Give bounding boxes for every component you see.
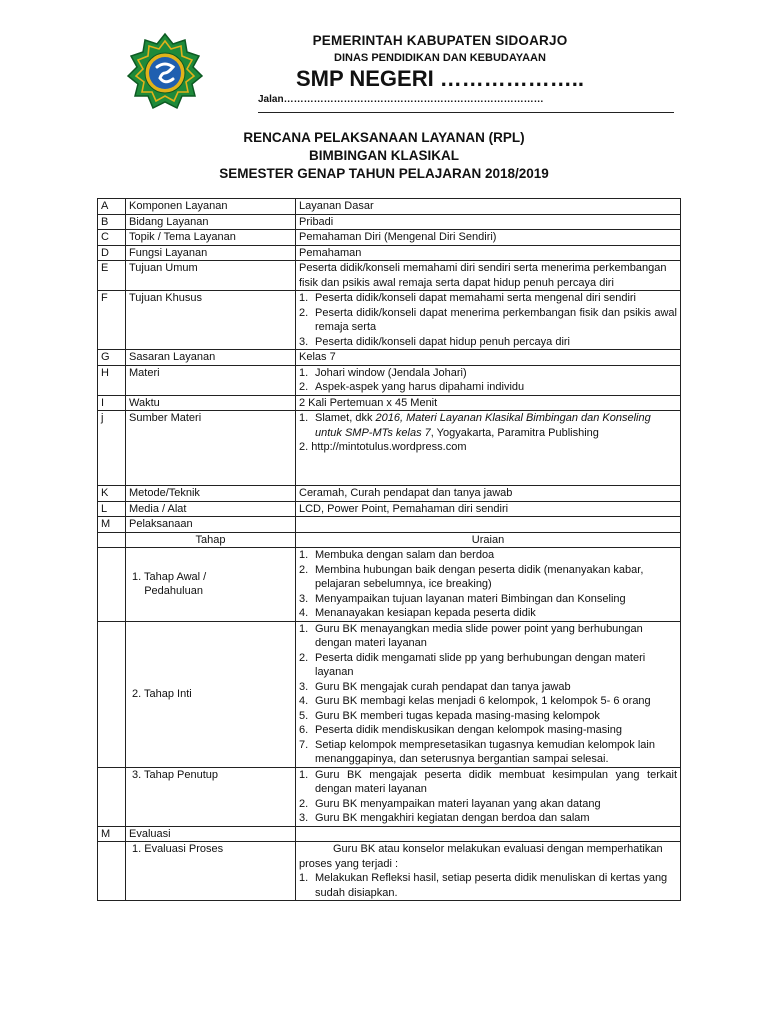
- row-media: [98, 501, 681, 517]
- list-item: 4. Menanayakan kesiapan kepada peserta didik: [299, 607, 536, 619]
- row-code: C: [98, 230, 126, 246]
- pelaksanaan-header-row: [98, 532, 681, 548]
- evaluasi-proses-row: [98, 842, 681, 901]
- row-label: Metode/Teknik: [126, 486, 296, 502]
- row-value: [296, 411, 681, 486]
- tahap-penutup-row: [98, 767, 681, 826]
- row-label: Tujuan Umum: [126, 261, 296, 291]
- evaluasi-list: [299, 871, 677, 900]
- doc-semester: SEMESTER GENAP TAHUN PELAJARAN 2018/2019: [219, 166, 549, 181]
- row-label: Komponen Layanan: [126, 199, 296, 215]
- row-sasaran: [98, 350, 681, 366]
- row-code: j: [98, 411, 126, 486]
- row-sumber: [98, 411, 681, 486]
- list-item: 3. Menyampaikan tujuan layanan materi Bimbingan dan Konseling: [299, 592, 626, 605]
- list-item: 1. Membuka dengan salam dan berdoa: [299, 549, 495, 561]
- row-value: Layanan Dasar: [296, 199, 681, 215]
- tujuan-khusus-list: [299, 291, 677, 349]
- row-value: [296, 517, 681, 533]
- materi-list: [299, 366, 677, 395]
- list-item: 3. Guru BK mengajak curah pendapat dan tanya jawab: [299, 680, 571, 693]
- kop-pemerintah: PEMERINTAH KABUPATEN SIDOARJO: [312, 33, 568, 48]
- row-evaluasi: [98, 826, 681, 842]
- list-item: 1. Melakukan Refleksi hasil, setiap peserta didik menuliskan di kertas yang sudah disiapkan.: [299, 872, 668, 899]
- doc-title: RENCANA PELAKSANAAN LAYANAN (RPL): [243, 130, 525, 145]
- row-label: Media / Alat: [126, 501, 296, 517]
- list-item: 1. Guru BK mengajak peserta didik membuat kesimpulan yang terkait dengan materi layanan: [299, 768, 677, 795]
- col-header-tahap: Tahap: [126, 532, 296, 548]
- row-label: Sumber Materi: [126, 411, 296, 486]
- row-code: G: [98, 350, 126, 366]
- row-label: Materi: [126, 365, 296, 395]
- kop-school-name: SMP NEGERI ………………..: [295, 66, 585, 91]
- row-code: L: [98, 501, 126, 517]
- row-metode: [98, 486, 681, 502]
- row-code: H: [98, 365, 126, 395]
- sumber-item-1: 1. Slamet, dkk 2016, Materi Layanan Klasikal Bimbingan dan Konseling untuk SMP-MTs kelas 7, Yogyakarta, Paramitra Publishing: [299, 412, 651, 439]
- list-item: 2. Aspek-aspek yang harus dipahami individu: [299, 381, 525, 393]
- row-value: [296, 291, 681, 350]
- row-label: Tujuan Khusus: [126, 291, 296, 350]
- row-fungsi: [98, 245, 681, 261]
- row-code: B: [98, 214, 126, 230]
- list-item: 6. Peserta didik mendiskusikan dengan kelompok masing-masing: [299, 724, 622, 736]
- tahap-awal-list: [299, 548, 677, 621]
- row-value: Kelas 7: [296, 350, 681, 366]
- row-value: Pribadi: [296, 214, 681, 230]
- row-code: I: [98, 395, 126, 411]
- list-item: 2. Peserta didik/konseli dapat menerima perkembangan fisik dan psikis awal remaja serta: [299, 306, 677, 333]
- sidoarjo-emblem-icon: [124, 32, 206, 114]
- list-item: 3. Guru BK mengakhiri kegiatan dengan berdoa dan salam: [299, 812, 590, 824]
- row-code: F: [98, 291, 126, 350]
- row-value: Peserta didik/konseli memahami diri sendiri serta menerima perkembangan fisik dan psikis awal remaja serta dapat hidup penuh percaya diri: [296, 261, 681, 291]
- sumber-item-2: 2. http://mintotulus.wordpress.com: [299, 441, 467, 453]
- kop-divider: [258, 112, 674, 113]
- list-item: 2. Guru BK menyampaikan materi layanan yang akan datang: [299, 797, 601, 810]
- row-value: Pemahaman Diri (Mengenal Diri Sendiri): [296, 230, 681, 246]
- row-pelaksanaan: [98, 517, 681, 533]
- evaluasi-intro: Guru BK atau konselor melakukan evaluasi dengan memperhatikan proses yang terjadi :: [299, 843, 663, 870]
- row-materi: [98, 365, 681, 395]
- tahap-inti-row: [98, 621, 681, 767]
- list-item: 3. Peserta didik/konseli dapat hidup penuh percaya diri: [299, 335, 570, 348]
- tahap-inti-list: [299, 622, 677, 767]
- row-label: Sasaran Layanan: [126, 350, 296, 366]
- tahap-penutup-list: [299, 768, 677, 826]
- tahap-penutup-label: 3. Tahap Penutup: [126, 767, 296, 826]
- list-item: 4. Guru BK membagi kelas menjadi 6 kelompok, 1 kelompok 5- 6 orang: [299, 695, 651, 707]
- row-value: Ceramah, Curah pendapat dan tanya jawab: [296, 486, 681, 502]
- evaluasi-proses-label: 1. Evaluasi Proses: [126, 842, 296, 901]
- row-code: M: [98, 826, 126, 842]
- row-komponen: [98, 199, 681, 215]
- row-waktu: [98, 395, 681, 411]
- doc-subtitle: BIMBINGAN KLASIKAL: [309, 148, 459, 163]
- row-bidang: [98, 214, 681, 230]
- list-item: 1. Peserta didik/konseli dapat memahami serta mengenal diri sendiri: [299, 292, 636, 304]
- row-code: E: [98, 261, 126, 291]
- row-value: 2 Kali Pertemuan x 45 Menit: [296, 395, 681, 411]
- tahap-inti-label: 2. Tahap Inti: [126, 621, 296, 767]
- list-item: 7. Setiap kelompok mempresetasikan tugasnya kemudian kelompok lain menanggapinya, dan seterusnya bergantian sampai selesai.: [299, 738, 655, 765]
- row-value: LCD, Power Point, Pemahaman diri sendiri: [296, 501, 681, 517]
- row-label: Waktu: [126, 395, 296, 411]
- list-item: 1. Johari window (Jendala Johari): [299, 366, 467, 379]
- row-tujuan-khusus: [98, 291, 681, 350]
- row-code: A: [98, 199, 126, 215]
- list-item: 2. Membina hubungan baik dengan peserta didik (menanyakan kabar, pelajaran sebelumnya, ice breaking): [299, 563, 644, 590]
- tahap-awal-label: 1. Tahap Awal / Pedahuluan: [126, 548, 296, 622]
- row-code: K: [98, 486, 126, 502]
- row-code: M: [98, 517, 126, 533]
- row-label: Fungsi Layanan: [126, 245, 296, 261]
- row-tujuan-umum: [98, 261, 681, 291]
- list-item: 2. Peserta didik mengamati slide pp yang berhubungan dengan materi layanan: [299, 651, 646, 678]
- kop-dinas: DINAS PENDIDIKAN DAN KEBUDAYAAN: [334, 52, 546, 64]
- row-label: Pelaksanaan: [126, 517, 296, 533]
- tahap-awal-row: [98, 548, 681, 622]
- list-item: 1. Guru BK menayangkan media slide power point yang berhubungan dengan materi layanan: [299, 622, 643, 649]
- col-header-uraian: Uraian: [296, 532, 681, 548]
- row-value: [296, 365, 681, 395]
- row-topik: [98, 230, 681, 246]
- row-code: D: [98, 245, 126, 261]
- kop-address: Jalan……………………………………………………………………: [258, 94, 544, 105]
- row-label: Evaluasi: [126, 826, 296, 842]
- row-label: Topik / Tema Layanan: [126, 230, 296, 246]
- list-item: 5. Guru BK memberi tugas kepada masing-masing kelompok: [299, 709, 600, 722]
- row-label: Bidang Layanan: [126, 214, 296, 230]
- rpl-table: [97, 198, 681, 901]
- row-value: Pemahaman: [296, 245, 681, 261]
